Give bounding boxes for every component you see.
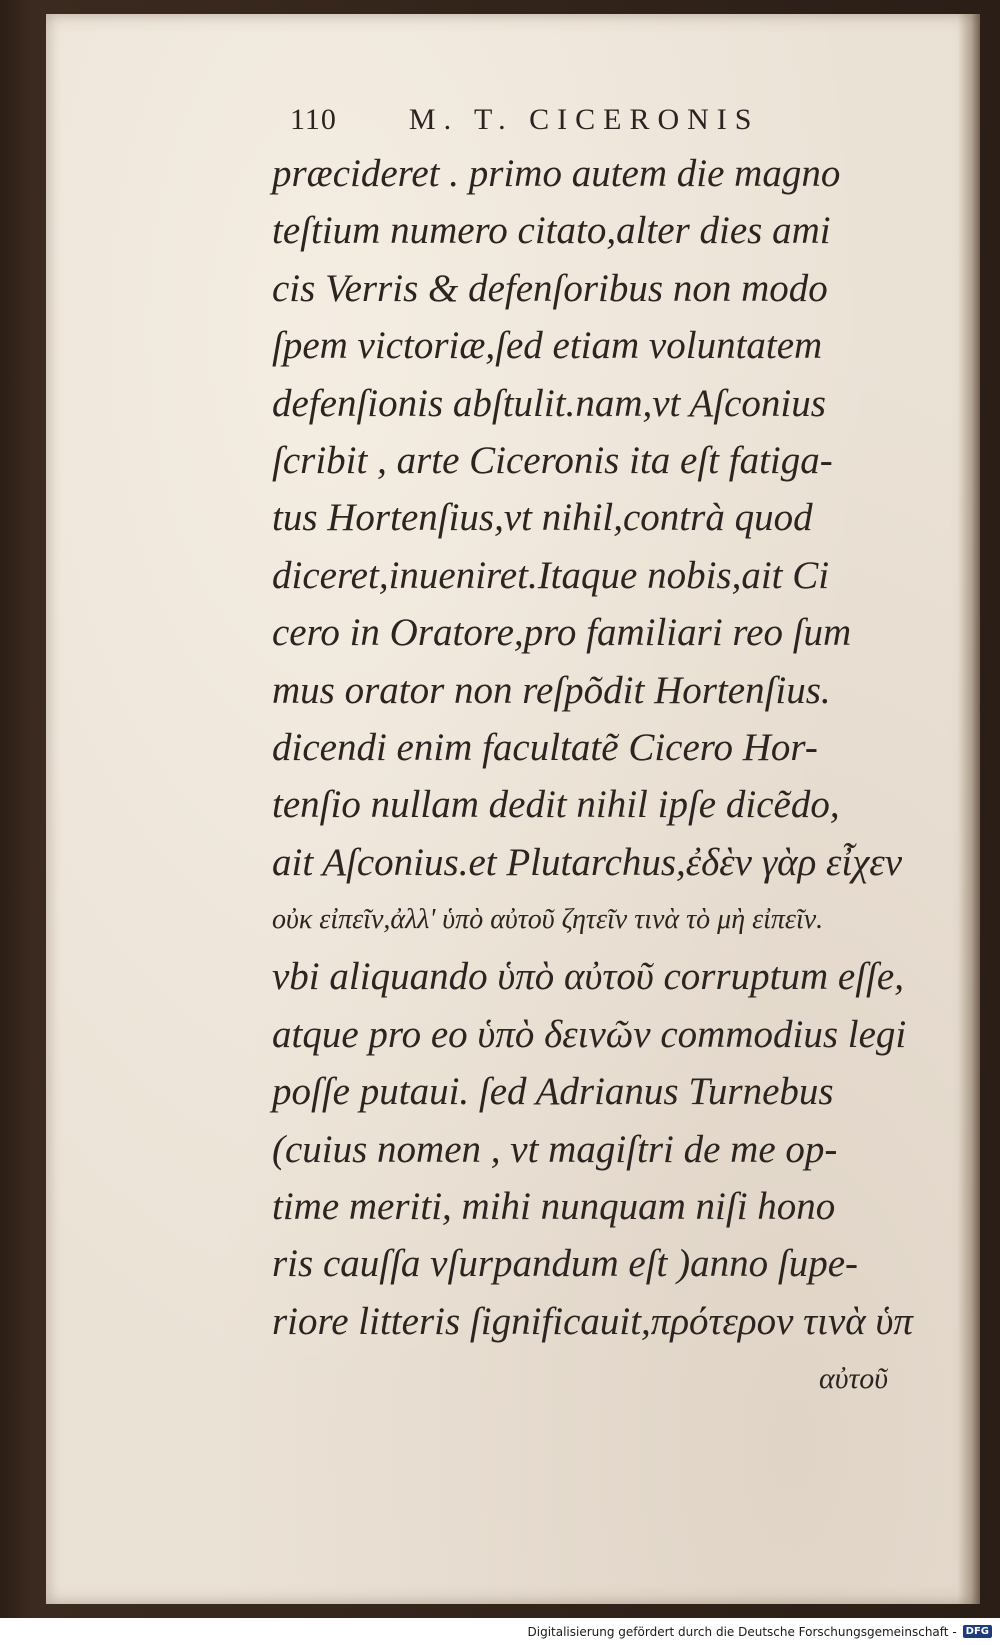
- text-line: οὐκ εἰπεῖν,ἀλλ' ὑπὸ αὐτοῦ ζητεῖν τινὰ τὸ μὴ εἰπεῖν.: [272, 904, 824, 936]
- text-line: mus orator non reſpõdit Hortenſius.: [272, 668, 831, 712]
- text-line: ris cauſſa vſurpandum eſt )anno ſupe-: [272, 1242, 859, 1286]
- running-head: [290, 103, 810, 139]
- text-line: time meriti, mihi nunquam niſi hono: [272, 1185, 836, 1229]
- text-line: ſcribit , arte Ciceronis ita eſt fatiga-: [272, 438, 833, 482]
- page-edge-shadow: [958, 14, 980, 1604]
- digitization-footer: [0, 1618, 1000, 1645]
- text-line: ait Aſconius.et Plutarchus,ἐδὲν γὰρ εἶχεν: [272, 840, 903, 884]
- text-line: dicendi enim facultatẽ Cicero Hor-: [272, 725, 818, 769]
- text-line: defenſionis abſtulit.nam,vt Aſconius: [272, 381, 826, 425]
- catchword: αὐτοῦ: [818, 1362, 888, 1396]
- text-line: riore litteris ſignificauit,πρότερον τινὰ ὑπ: [272, 1299, 913, 1343]
- text-line: poſſe putaui. ſed Adrianus Turnebus: [272, 1070, 834, 1114]
- footer-credit: Digitalisierung gefördert durch die Deutsche Forschungsgemeinschaft -: [527, 1624, 957, 1639]
- page-number: 110: [290, 103, 337, 136]
- text-line: vbi aliquando ὑπὸ αὐτοῦ corruptum eſſe,: [272, 955, 904, 999]
- running-title: M. T. CICERONIS: [408, 103, 760, 136]
- text-line: cero in Oratore,pro familiari reo ſum: [272, 611, 852, 655]
- text-line: tus Hortenſius,vt nihil,contrà quod: [272, 496, 813, 540]
- text-line: cis Verris & defenſoribus non modo: [272, 266, 828, 310]
- text-line: tenſio nullam dedit nihil ipſe dicẽdo,: [272, 783, 840, 827]
- text-line: præcideret . primo autem die magno: [272, 152, 841, 195]
- text-line: (cuius nomen , vt magiſtri de me op-: [272, 1127, 838, 1171]
- dfg-logo: DFG: [963, 1625, 992, 1638]
- text-line: ſpem victoriæ,ſed etiam voluntatem: [272, 324, 823, 368]
- text-line: atque pro eo ὑπὸ δεινῶν commodius legi: [272, 1012, 907, 1056]
- text-line: teſtium numero citato,alter dies ami: [272, 209, 831, 253]
- body-text: [272, 145, 912, 1408]
- text-line: diceret,inueniret.Itaque nobis,ait Ci: [272, 553, 830, 597]
